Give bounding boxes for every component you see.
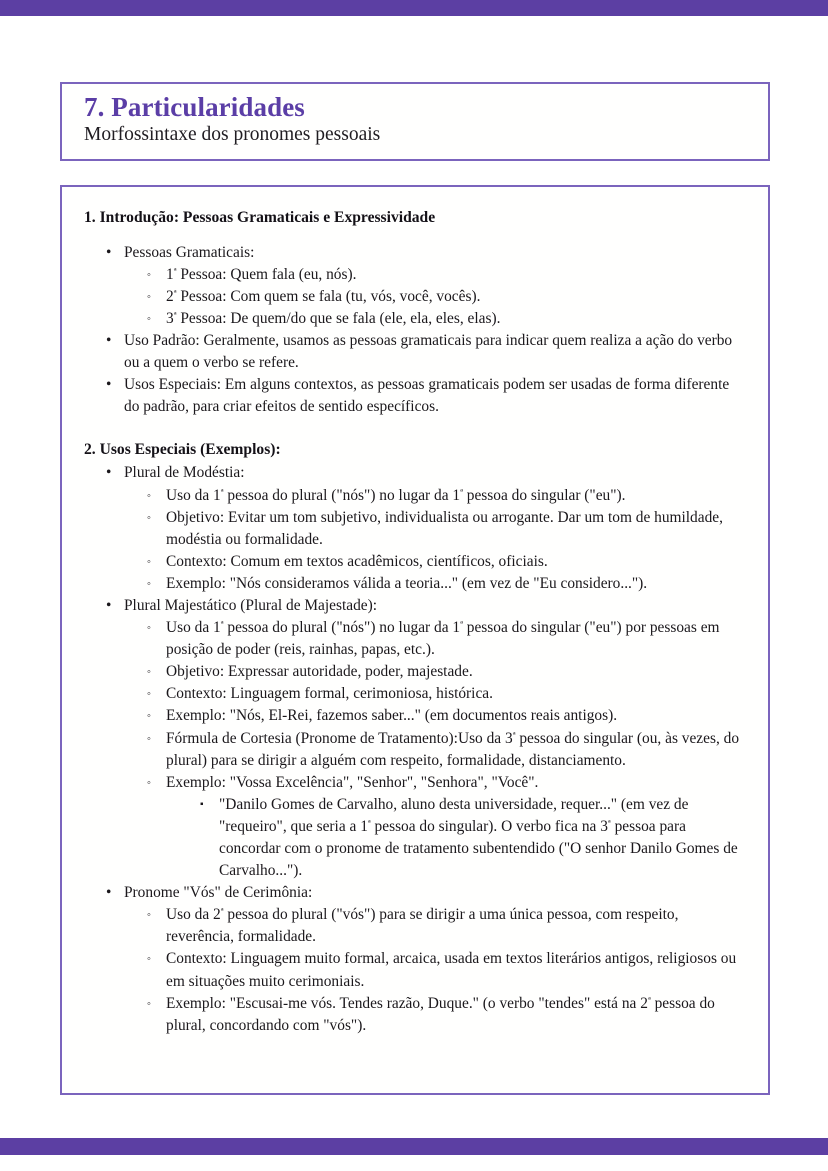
bullet-marker-level-2-icon: ◦: [147, 577, 151, 590]
list-item-text: Contexto: Comum em textos acadêmicos, científicos, oficiais.: [166, 552, 548, 570]
bullet-marker-level-2-icon: ◦: [147, 666, 151, 679]
list-item-text: Pronome "Vós" de Cerimônia:: [124, 884, 313, 902]
document-body-box: [60, 185, 770, 1095]
list-item: [97, 595, 744, 882]
ordinal-suffix: ª: [220, 619, 224, 631]
page-top-accent-bar: [0, 0, 828, 16]
bullet-list-level-2: [142, 617, 744, 882]
list-item: [142, 772, 744, 882]
bullet-marker-level-2-icon: ◦: [147, 776, 151, 789]
list-item: [142, 617, 744, 661]
list-item-text: Plural de Modéstia:: [124, 464, 245, 482]
bullet-list-level-1: [84, 242, 744, 419]
list-item: [142, 551, 744, 573]
bullet-marker-level-2-icon: ◦: [147, 555, 151, 568]
list-item: [142, 286, 744, 308]
list-item-text: Objetivo: Expressar autoridade, poder, majestade.: [166, 663, 473, 681]
bullet-list-level-3: [196, 794, 744, 882]
list-item: [97, 374, 744, 418]
ordinal-suffix: ª: [173, 266, 177, 278]
section-heading: 1. Introdução: Pessoas Gramaticais e Expressividade: [84, 209, 436, 226]
bullet-marker-level-2-icon: ◦: [147, 909, 151, 922]
list-item-text: $2^ª$ Pessoa: Com quem se fala (tu, vós, você, vocês).: [166, 288, 481, 306]
bullet-marker-level-1-icon: •: [106, 884, 112, 902]
list-item: [142, 728, 744, 772]
list-item: [97, 330, 744, 374]
document-section: [84, 207, 744, 419]
bullet-marker-level-2-icon: ◦: [147, 953, 151, 966]
list-item: [142, 904, 744, 948]
bullet-marker-level-2-icon: ◦: [147, 268, 151, 281]
ordinal-suffix: ª: [220, 487, 224, 499]
bullet-list-level-2: [142, 485, 744, 595]
list-item-text: Uso da $1^ª$ pessoa do plural ("nós") no lugar da $1^ª$ pessoa do singular ("eu") por pessoas em posição de poder (reis, rainhas, papas, etc.).: [166, 619, 720, 659]
bullet-marker-level-2-icon: ◦: [147, 997, 151, 1010]
bullet-marker-level-1-icon: •: [106, 596, 112, 614]
list-item-text: Uso da $1^ª$ pessoa do plural ("nós") no lugar da $1^ª$ pessoa do singular ("eu").: [166, 486, 626, 504]
page-bottom-accent-bar: [0, 1138, 828, 1155]
list-item: [142, 705, 744, 727]
bullet-marker-level-2-icon: ◦: [147, 622, 151, 635]
list-item-text: $1^ª$ Pessoa: Quem fala (eu, nós).: [166, 265, 357, 283]
bullet-marker-level-2-icon: ◦: [147, 511, 151, 524]
bullet-list-level-2: [142, 264, 744, 330]
document-body-content: [62, 187, 768, 1037]
bullet-marker-level-2-icon: ◦: [147, 710, 151, 723]
bullet-marker-level-2-icon: ◦: [147, 688, 151, 701]
list-item: [142, 573, 744, 595]
bullet-list-level-1: [84, 462, 744, 1036]
bullet-marker-level-2-icon: ◦: [147, 489, 151, 502]
list-item-text: "Danilo Gomes de Carvalho, aluno desta universidade, requer..." (em vez de "requeiro", que seria a $1^ª$ pessoa do singular). O verbo fica na $3^ª$ pessoa para concordar com o pronome de tratamento subentendido ("O senhor Danilo Gomes de Carvalho...").: [219, 795, 738, 880]
ordinal-suffix: ª: [220, 907, 224, 919]
page-subtitle: Morfossintaxe dos pronomes pessoais: [84, 123, 381, 145]
page-title: 7. Particularidades: [84, 92, 305, 122]
bullet-marker-level-2-icon: ◦: [147, 732, 151, 745]
list-item: [142, 264, 744, 286]
list-item-text: Plural Majestático (Plural de Majestade):: [124, 596, 378, 614]
list-item: [97, 882, 744, 1037]
ordinal-suffix: ª: [607, 818, 611, 830]
list-item: [196, 794, 744, 882]
ordinal-suffix: ª: [512, 730, 516, 742]
ordinal-suffix: ª: [173, 288, 177, 300]
ordinal-suffix: ª: [460, 487, 463, 499]
bullet-marker-level-2-icon: ◦: [147, 313, 151, 326]
list-item-text: Exemplo: "Escusai-me vós. Tendes razão, Duque." (o verbo "tendes" está na $2^ª$ pessoa do plural, concordando com "vós").: [166, 994, 715, 1034]
document-section: [84, 439, 744, 1037]
bullet-list-level-2: [142, 904, 744, 1037]
list-item: [142, 948, 744, 992]
list-item-text: Exemplo: "Vossa Excelência", "Senhor", "Senhora", "Você".: [166, 773, 539, 791]
list-item: [142, 507, 744, 551]
bullet-marker-level-2-icon: ◦: [147, 291, 151, 304]
list-item: [97, 242, 744, 330]
list-item: [142, 308, 744, 330]
list-item: [142, 485, 744, 507]
list-item-text: Exemplo: "Nós, El-Rei, fazemos saber..." (em documentos reais antigos).: [166, 707, 618, 725]
bullet-marker-level-1-icon: •: [106, 243, 112, 261]
list-item-text: Fórmula de Cortesia (Pronome de Tratamento):Uso da $3^ª$ pessoa do singular (ou, às vezes, do plural) para se dirigir a alguém com respeito, formalidade, distanciamento.: [166, 729, 740, 769]
list-item: [142, 661, 744, 683]
list-item-text: Contexto: Linguagem muito formal, arcaica, usada em textos literários antigos, religiosos ou em situações muito cerimoniais.: [166, 950, 737, 990]
section-heading: 2. Usos Especiais (Exemplos):: [84, 440, 281, 458]
bullet-marker-level-1-icon: •: [106, 332, 112, 350]
list-item-text: $3^ª$ Pessoa: De quem/do que se fala (ele, ela, eles, elas).: [166, 310, 501, 328]
ordinal-suffix: ª: [173, 310, 177, 322]
bullet-marker-level-1-icon: •: [106, 376, 112, 394]
bullet-marker-level-3-icon: ▪: [200, 798, 204, 810]
list-item-text: Uso da $2^ª$ pessoa do plural ("vós") para se dirigir a uma única pessoa, com respeito, reverência, formalidade.: [166, 906, 679, 946]
bullet-marker-level-1-icon: •: [106, 464, 112, 482]
list-item-text: Pessoas Gramaticais:: [124, 243, 255, 261]
sections-container: [84, 207, 744, 1037]
list-item-text: Exemplo: "Nós consideramos válida a teoria..." (em vez de "Eu considero...").: [166, 574, 648, 592]
document-header-inner: [62, 84, 768, 145]
list-item: [142, 683, 744, 705]
ordinal-suffix: ª: [367, 818, 371, 830]
document-header-box: [60, 82, 770, 161]
list-item-text: Contexto: Linguagem formal, cerimoniosa, histórica.: [166, 685, 493, 703]
list-item-text: Objetivo: Evitar um tom subjetivo, individualista ou arrogante. Dar um tom de humildade, modéstia ou formalidade.: [166, 508, 723, 548]
list-item: [97, 462, 744, 595]
list-item-text: Usos Especiais: Em alguns contextos, as pessoas gramaticais podem ser usadas de forma diferente do padrão, para criar efeitos de sentido específicos.: [124, 376, 730, 416]
ordinal-suffix: ª: [460, 619, 463, 631]
ordinal-suffix: ª: [647, 995, 651, 1007]
list-item-text: Uso Padrão: Geralmente, usamos as pessoas gramaticais para indicar quem realiza a ação do verbo ou a quem o verbo se refere.: [124, 332, 733, 372]
list-item: [142, 993, 744, 1037]
